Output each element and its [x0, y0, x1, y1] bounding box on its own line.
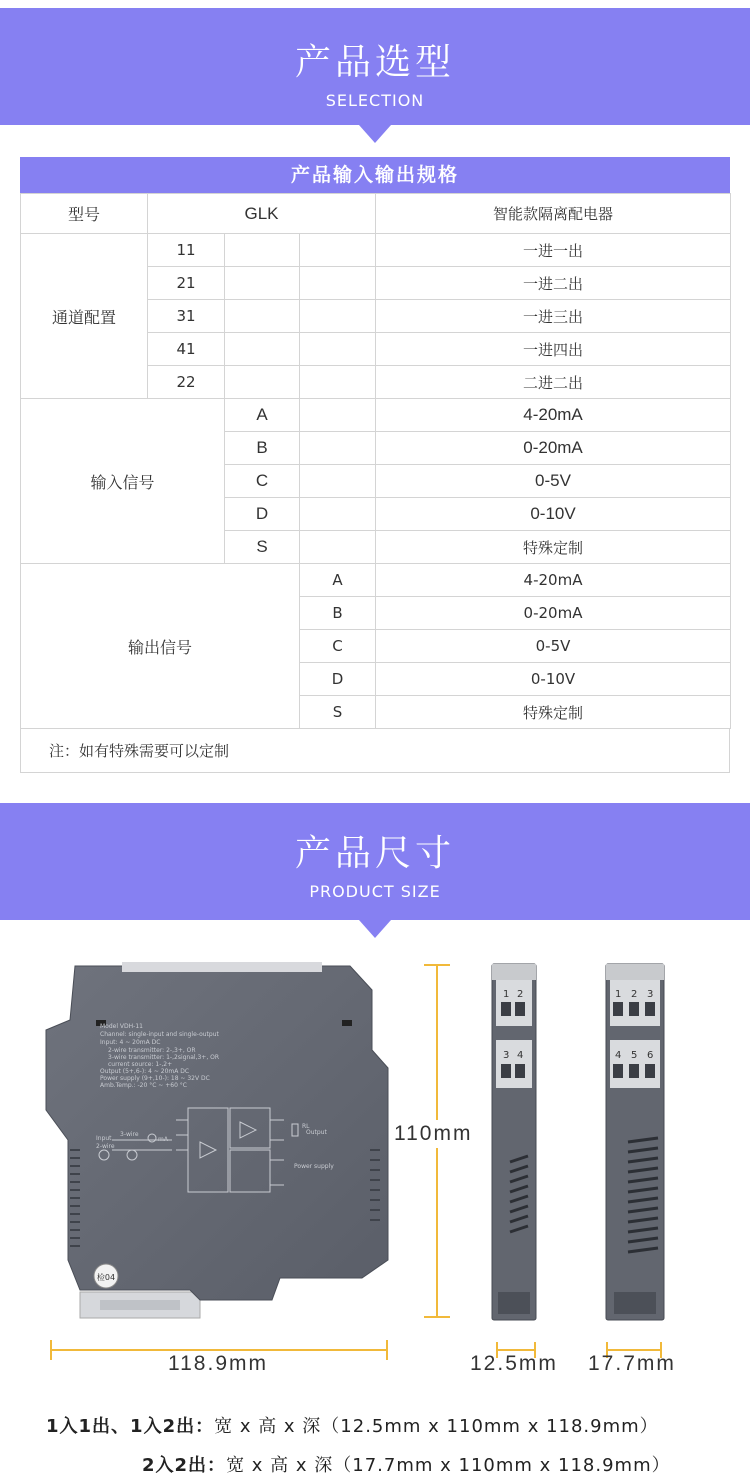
output-code: S: [300, 696, 376, 729]
device-front-small: [488, 962, 540, 1324]
channel-desc: 一进四出: [376, 333, 731, 366]
label-line1: 2-wire transmitter: 2-,3+, OR: [108, 1047, 196, 1054]
width-large-label: 17.7mm: [588, 1352, 676, 1375]
output-code: A: [300, 564, 376, 597]
channel-code: 21: [148, 267, 225, 300]
selection-subtitle: SELECTION: [325, 91, 425, 110]
output-label: 输出信号: [21, 564, 300, 729]
terminal-number: 4: [615, 1050, 622, 1061]
dimension-drawing: [0, 940, 750, 1400]
terminal-number: 3: [503, 1050, 510, 1061]
selection-title: 产品选型: [294, 42, 455, 83]
input-desc: 4-20mA: [376, 399, 731, 432]
spec-note: 注：如有特殊需要可以定制: [20, 729, 730, 773]
label-2wire: 2-wire: [96, 1143, 115, 1150]
spec-line-2-text: 宽 x 高 x 深（17.7mm x 110mm x 118.9mm）: [226, 1455, 671, 1476]
selection-arrow: [359, 125, 391, 143]
input-code: S: [225, 531, 300, 564]
spec-table: [20, 157, 730, 773]
output-desc: 4-20mA: [376, 564, 731, 597]
label-tag: 检04: [96, 1273, 116, 1282]
device-side-view: [40, 960, 400, 1328]
width-small-dim-line: [496, 1349, 536, 1351]
input-label: 输入信号: [21, 399, 225, 564]
channel-desc: 一进三出: [376, 300, 731, 333]
input-desc: 特殊定制: [376, 531, 731, 564]
terminal-number: 4: [517, 1050, 524, 1061]
input-desc: 0-10V: [376, 498, 731, 531]
channel-code: 22: [148, 366, 225, 399]
terminal-number: 1: [615, 989, 622, 1000]
channel-desc: 二进二出: [376, 366, 731, 399]
spec-header: 产品输入输出规格: [20, 157, 730, 193]
height-dim-label: 110mm: [394, 1120, 472, 1148]
label-output: Output (5+,6-): 4 ~ 20mA DC: [100, 1068, 190, 1075]
terminal-number: 2: [631, 989, 638, 1000]
label-output-word: Output: [306, 1129, 327, 1136]
label-power-word: Power supply: [294, 1163, 334, 1170]
width-large-dim-line: [606, 1349, 662, 1351]
label-3wire: 3-wire: [120, 1131, 139, 1138]
spec-line-2-label: 2入2出：: [142, 1455, 227, 1476]
input-code: C: [225, 465, 300, 498]
label-model: Model VDH-11: [100, 1023, 143, 1030]
output-desc: 特殊定制: [376, 696, 731, 729]
label-line3: current source: 1-,2+: [108, 1061, 173, 1068]
label-input-word: Input: [96, 1135, 112, 1142]
label-line2: 3-wire transmitter: 1-,2signal,3+, OR: [108, 1054, 220, 1061]
input-code: A: [225, 399, 300, 432]
spec-line-1-text: 宽 x 高 x 深（12.5mm x 110mm x 118.9mm）: [214, 1416, 659, 1437]
depth-dim-right-tick: [386, 1340, 388, 1360]
size-arrow: [359, 920, 391, 938]
width-small-label: 12.5mm: [470, 1352, 558, 1375]
output-desc: 0-10V: [376, 663, 731, 696]
terminal-number: 2: [517, 989, 524, 1000]
label-channel: Channel: single-input and single-output: [100, 1031, 219, 1038]
label-power: Power supply (9+,10-): 18 ~ 32V DC: [100, 1075, 210, 1082]
channel-code: 11: [148, 234, 225, 267]
terminal-number: 6: [647, 1050, 654, 1061]
input-desc: 0-5V: [376, 465, 731, 498]
output-code: D: [300, 663, 376, 696]
output-code: C: [300, 630, 376, 663]
terminal-number: 5: [631, 1050, 638, 1061]
output-desc: 0-20mA: [376, 597, 731, 630]
selection-banner: [0, 8, 750, 125]
device-front-large: [602, 962, 668, 1324]
channel-desc: 一进二出: [376, 267, 731, 300]
dimension-spec-line-1: [0, 1412, 750, 1438]
channel-code: 41: [148, 333, 225, 366]
size-banner: [0, 803, 750, 920]
label-rl: RL: [302, 1123, 310, 1130]
spec-line-1-label: 1入1出、1入2出：: [46, 1416, 215, 1437]
channel-label: 通道配置: [21, 234, 148, 399]
label-ma: mA: [158, 1136, 168, 1143]
input-code: B: [225, 432, 300, 465]
dimension-spec-line-2: [0, 1451, 750, 1477]
input-code: D: [225, 498, 300, 531]
output-code: B: [300, 597, 376, 630]
model-value: GLK: [148, 194, 376, 234]
height-dim-bottom-tick: [424, 1316, 450, 1318]
size-title: 产品尺寸: [294, 833, 455, 874]
model-label: 型号: [21, 194, 148, 234]
label-input: Input: 4 ~ 20mA DC: [100, 1039, 161, 1046]
input-desc: 0-20mA: [376, 432, 731, 465]
spec-grid: [20, 193, 731, 729]
output-desc: 0-5V: [376, 630, 731, 663]
channel-code: 31: [148, 300, 225, 333]
channel-desc: 一进一出: [376, 234, 731, 267]
depth-dim-line: [50, 1349, 388, 1351]
terminal-number: 3: [647, 989, 654, 1000]
label-temp: Amb.Temp.: -20 °C ~ +60 °C: [100, 1082, 187, 1089]
size-subtitle: PRODUCT SIZE: [309, 882, 441, 901]
depth-dim-label: 118.9mm: [168, 1352, 268, 1375]
model-desc: 智能款隔离配电器: [376, 194, 731, 234]
terminal-number: 1: [503, 989, 510, 1000]
